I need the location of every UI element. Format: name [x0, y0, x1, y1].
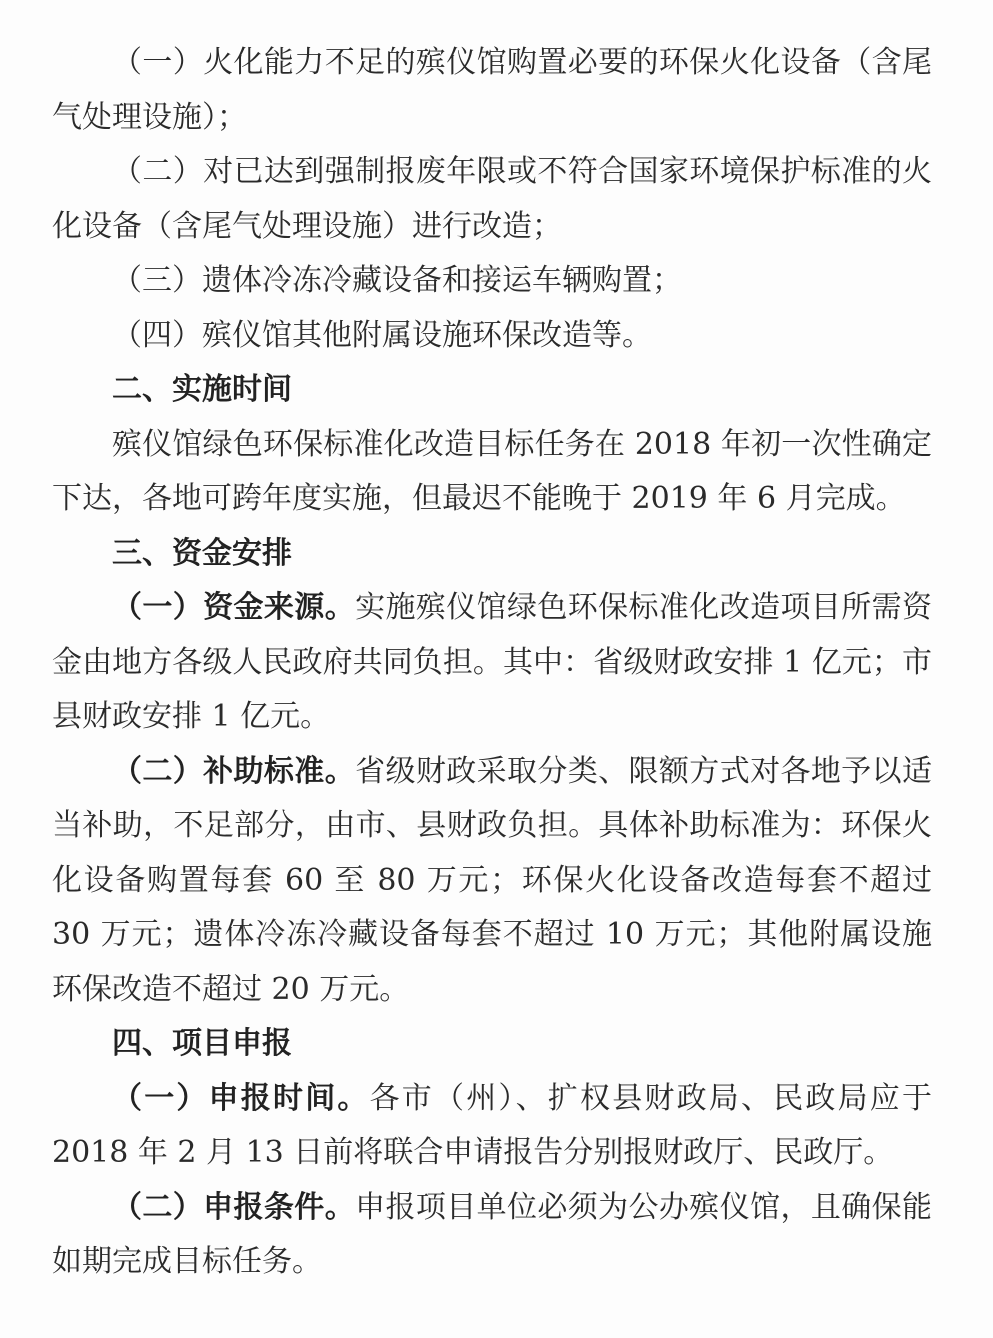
paragraph-application-time [52, 1072, 932, 1181]
subsidy-standard-text: 省级财政采取分类、限额方式对各地予以适当补助，不足部分，由市、县财政负担。具体补助标准为：环保火化设备购置每套 60 至 80 万元；环保火化设备改造每套不超过 30 万元；遗体冷冻冷藏设备每套不超过 10 万元；其他附属设施环保改造不超过 20 万元。 [52, 753, 933, 1007]
paragraph-item-3: （三）遗体冷冻冷藏设备和接运车辆购置； [112, 263, 682, 298]
paragraph-item-1: （一）火化能力不足的殡仪馆购置必要的环保火化设备（含尾气处理设施）； [52, 45, 932, 135]
paragraph-funding-source [52, 581, 932, 745]
section-heading-project-application: 四、项目申报 [112, 1026, 292, 1061]
application-conditions-text: 申报项目单位必须为公办殡仪馆，且确保能如期完成目标任务。 [52, 1189, 933, 1279]
document-body [52, 36, 932, 1290]
paragraph-subsidy-standard [52, 745, 932, 1018]
paragraph-item-4: （四）殡仪馆其他附属设施环保改造等。 [112, 317, 652, 353]
paragraph-implementation-time: 殡仪馆绿色环保标准化改造目标任务在 2018 年初一次性确定下达，各地可跨年度实施，但最迟不能晚于 2019 年 6 月完成。 [52, 426, 932, 516]
application-time-text: 各市（州）、扩权县财政局、民政局应于 2018 年 2 月 13 日前将联合申请报告分别报财政厅、民政厅。 [52, 1080, 933, 1170]
paragraph-application-conditions [52, 1181, 932, 1290]
application-time-lead: （一）申报时间。 [112, 1080, 370, 1116]
section-heading-implementation-time: 二、实施时间 [112, 372, 292, 407]
section-heading-funding: 三、资金安排 [112, 535, 292, 571]
paragraph-item-2: （二）对已达到强制报废年限或不符合国家环境保护标准的火化设备（含尾气处理设施）进行改造； [52, 154, 932, 244]
application-conditions-lead: （二）申报条件。 [112, 1189, 356, 1225]
funding-source-lead: （一）资金来源。 [112, 590, 356, 625]
funding-source-text: 实施殡仪馆绿色环保标准化改造项目所需资金由地方各级人民政府共同负担。其中：省级财政安排 1 亿元；市县财政安排 1 亿元。 [52, 590, 933, 734]
subsidy-standard-lead: （二）补助标准。 [112, 753, 356, 789]
